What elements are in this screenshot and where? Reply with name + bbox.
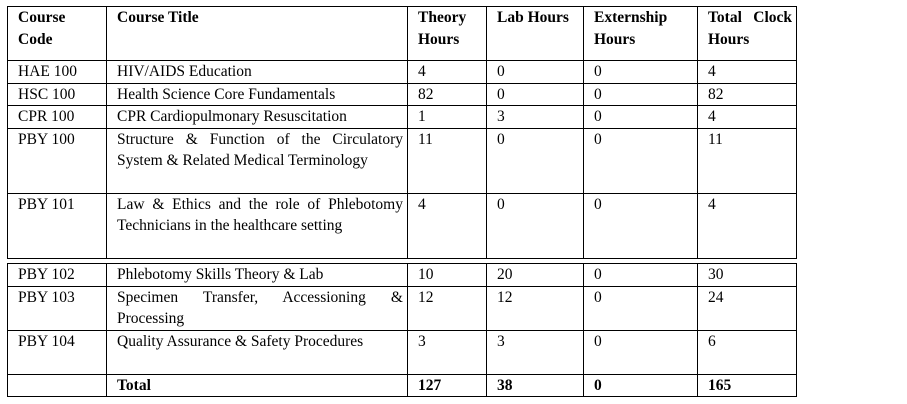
lab-hours: 3 [487,106,584,129]
externship-hours: 0 [584,128,698,193]
course-code: PBY 101 [8,193,107,258]
externship-hours: 0 [584,264,698,287]
table-row [8,83,797,106]
total-hours: 24 [698,286,797,330]
table-row [8,286,797,330]
totals-row [8,374,797,397]
externship-hours: 0 [584,61,698,84]
theory-hours: 4 [408,61,487,84]
course-code: HSC 100 [8,83,107,106]
course-title: HIV/AIDS Education [107,61,408,84]
table-row [8,128,797,193]
course-title: Specimen Transfer, Accessioning & Processing [107,286,408,330]
lab-hours: 0 [487,83,584,106]
theory-hours: 11 [408,128,487,193]
course-table-part2 [7,263,797,397]
course-code: PBY 102 [8,264,107,287]
total-hours: 6 [698,330,797,374]
header-theory-hours: Theory Hours [408,7,487,61]
externship-hours: 0 [584,286,698,330]
table-row [8,330,797,374]
table-row [8,106,797,129]
lab-hours: 0 [487,193,584,258]
course-title: Quality Assurance & Safety Procedures [107,330,408,374]
total-hours: 82 [698,83,797,106]
course-title: CPR Cardiopulmonary Resuscitation [107,106,408,129]
totals-externship-hours: 0 [584,374,698,397]
course-title: Health Science Core Fundamentals [107,83,408,106]
totals-lab-hours: 38 [487,374,584,397]
table-row [8,264,797,287]
theory-hours: 4 [408,193,487,258]
total-hours: 4 [698,106,797,129]
totals-code [8,374,107,397]
course-title: Phlebotomy Skills Theory & Lab [107,264,408,287]
externship-hours: 0 [584,193,698,258]
header-lab-hours: Lab Hours [487,7,584,61]
header-course-title: Course Title [107,7,408,61]
course-code: PBY 104 [8,330,107,374]
lab-hours: 0 [487,61,584,84]
externship-hours: 0 [584,83,698,106]
lab-hours: 12 [487,286,584,330]
theory-hours: 1 [408,106,487,129]
header-externship-hours: Externship Hours [584,7,698,61]
totals-theory-hours: 127 [408,374,487,397]
course-code: PBY 103 [8,286,107,330]
course-code: CPR 100 [8,106,107,129]
course-title: Structure & Function of the Circulatory System & Related Medical Terminology [107,128,408,193]
theory-hours: 12 [408,286,487,330]
header-course-code: Course Code [8,7,107,61]
total-hours: 11 [698,128,797,193]
course-code: HAE 100 [8,61,107,84]
course-code: PBY 100 [8,128,107,193]
table-row [8,193,797,258]
lab-hours: 20 [487,264,584,287]
table-row [8,61,797,84]
course-title: Law & Ethics and the role of Phlebotomy Technicians in the healthcare setting [107,193,408,258]
lab-hours: 3 [487,330,584,374]
externship-hours: 0 [584,330,698,374]
header-row [8,7,797,61]
externship-hours: 0 [584,106,698,129]
total-hours: 4 [698,61,797,84]
header-total-clock-hours: Total Clock Hours [698,7,797,61]
total-hours: 30 [698,264,797,287]
course-table-part1 [7,6,797,259]
theory-hours: 10 [408,264,487,287]
totals-label: Total [107,374,408,397]
lab-hours: 0 [487,128,584,193]
total-hours: 4 [698,193,797,258]
theory-hours: 3 [408,330,487,374]
totals-clock-hours: 165 [698,374,797,397]
theory-hours: 82 [408,83,487,106]
